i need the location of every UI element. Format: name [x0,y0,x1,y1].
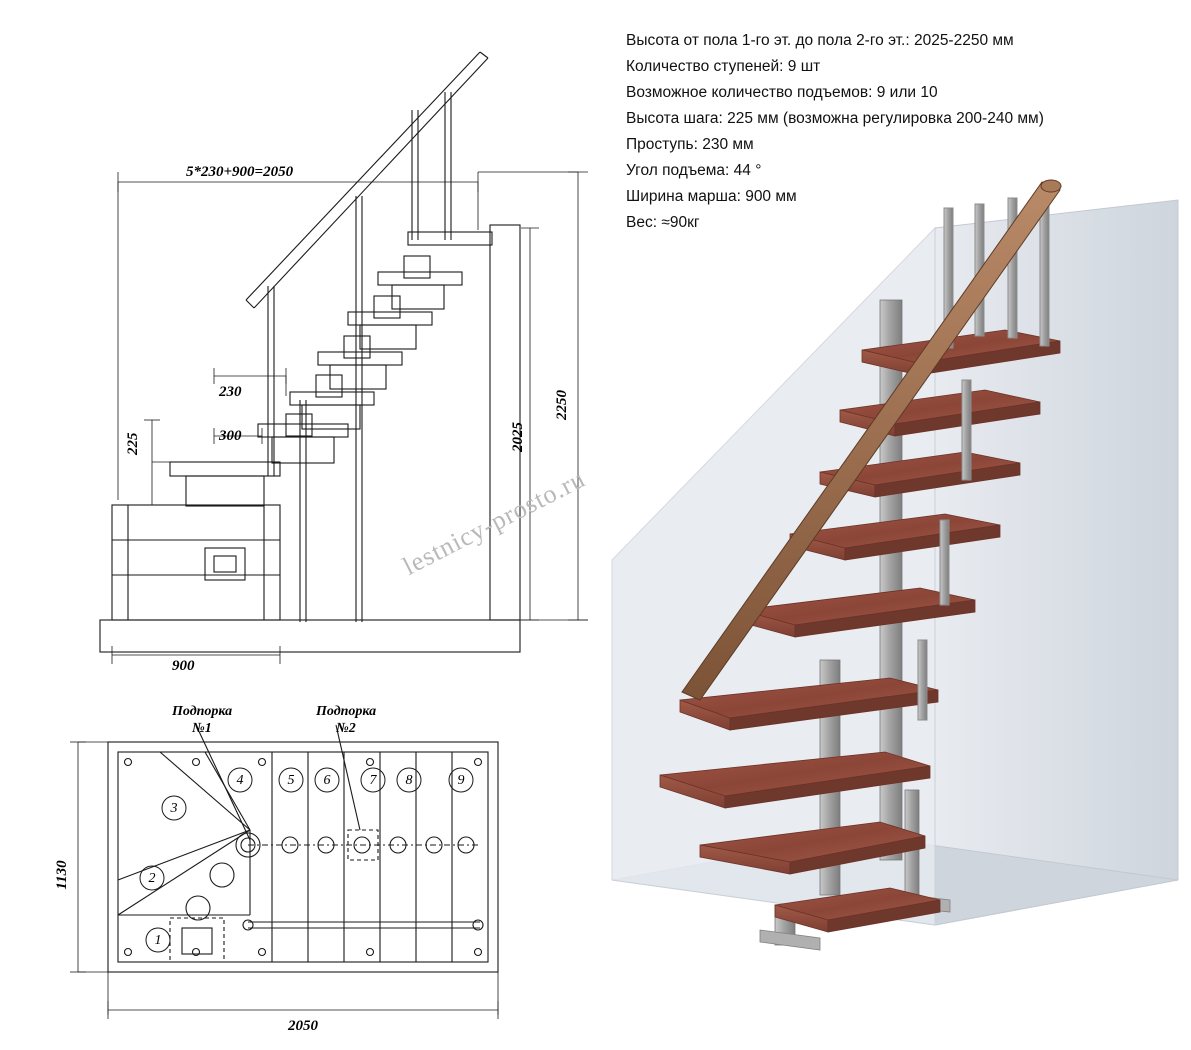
watermark-text: lestnicy-prosto.ru [398,463,590,581]
support-label-1-num: №1 [192,721,212,736]
dim-run-total: 5*230+900=2050 [186,164,294,180]
dim-height-floor: 2025 [510,422,526,452]
spec-line-step-count: Количество ступеней: 9 шт [626,58,821,75]
spec-line-tread: Проступь: 230 мм [626,136,754,153]
plan-view-drawing [0,690,620,1050]
dim-tread: 230 [219,384,242,400]
dim-riser: 225 [125,432,141,455]
support-label-2-num: №2 [336,721,356,736]
dim-width: 900 [172,658,195,674]
step-number-7: 7 [369,773,377,789]
step-number-5: 5 [287,773,295,789]
dim-height-total: 2250 [554,390,570,420]
support-label-2: Подпорка [316,704,377,719]
dim-plan-depth: 1130 [54,860,70,890]
step-number-4: 4 [236,773,244,789]
step-number-3: 3 [170,801,178,817]
dim-plan-length: 2050 [288,1018,318,1034]
side-elevation-drawing [0,0,620,700]
spec-line-height-floor: Высота от пола 1-го эт. до пола 2-го эт.: 2025-2250 мм [626,32,1014,49]
spec-line-angle: Угол подъема: 44 ° [626,162,762,179]
step-number-1: 1 [154,933,162,949]
step-number-9: 9 [457,773,465,789]
step-number-8: 8 [405,773,413,789]
spec-line-march-width: Ширина марша: 900 мм [626,188,797,205]
spec-line-weight: Вес: ≈90кг [626,214,700,231]
spec-line-step-height: Высота шага: 225 мм (возможна регулировка 200-240 мм) [626,110,1044,127]
step-number-2: 2 [148,871,156,887]
dim-step-run: 300 [219,428,242,444]
step-number-6: 6 [323,773,331,789]
spec-line-possible-risers: Возможное количество подъемов: 9 или 10 [626,84,938,101]
support-label-1: Подпорка [172,704,233,719]
